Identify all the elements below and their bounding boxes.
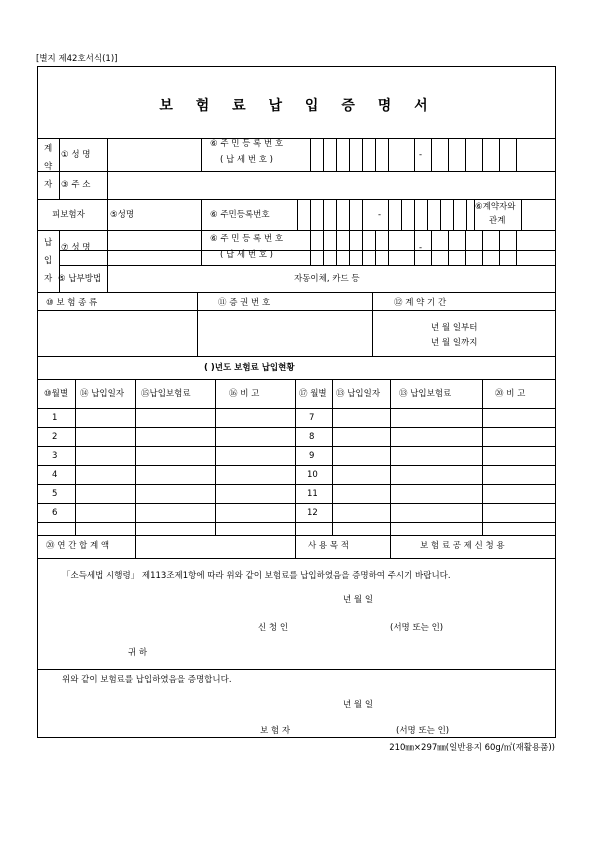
request-text: 「소득세법 시행령」 제113조제1항에 따라 위와 같이 보험료를 납입하였음을 증명하여 주시기 바랍니다. bbox=[62, 571, 451, 581]
payer-rrn-label: ⑥ 주 민 등 록 번 호 bbox=[210, 234, 284, 244]
col-premium-left: ⑮납입보험료 bbox=[141, 389, 191, 399]
col-remarks-right: ⑳ 비 고 bbox=[495, 389, 526, 399]
applicant-label: 신 청 인 bbox=[258, 623, 289, 633]
contract-period-header: ⑫ 계 약 기 간 bbox=[394, 298, 447, 308]
certify-text: 위와 같이 보험료를 납입하였음을 증명합니다. bbox=[62, 675, 232, 685]
month-cell: 1 bbox=[52, 413, 58, 423]
month-cell: 10 bbox=[307, 470, 318, 480]
insured-name-label: ⑤성명 bbox=[110, 210, 135, 220]
paper-spec-footer: 210㎜×297㎜(일반용지 60g/㎡(재활용품)) bbox=[389, 743, 555, 753]
purpose-value: 보 험 료 공 제 신 청 용 bbox=[420, 541, 505, 551]
relation-label-2: 관계 bbox=[489, 216, 506, 226]
payment-method-value: 자동이체, 카드 등 bbox=[294, 274, 360, 284]
payer-name-label: ⑦ 성 명 bbox=[61, 243, 91, 253]
insured-label: 피보험자 bbox=[52, 210, 85, 220]
insurer-label: 보 험 자 bbox=[260, 726, 291, 736]
period-to: 년 월 일까지 bbox=[431, 338, 478, 348]
month-cell: 2 bbox=[52, 432, 58, 442]
contractor-taxno-label: ( 납 세 번 호 ) bbox=[220, 155, 273, 165]
contractor-rrn-label: ⑥ 주 민 등 록 번 호 bbox=[210, 139, 284, 149]
contractor-side-label-3: 자 bbox=[44, 180, 53, 190]
month-cell: 3 bbox=[52, 451, 58, 461]
certify-date: 년 월 일 bbox=[343, 700, 374, 710]
col-month-right: ⑰ 월별 bbox=[299, 389, 327, 399]
document-title: 보 험 료 납 입 증 명 서 bbox=[159, 98, 437, 114]
payer-taxno-label: ( 납 세 번 호 ) bbox=[220, 250, 273, 260]
certificate-form bbox=[37, 66, 556, 738]
month-cell: 6 bbox=[52, 508, 58, 518]
contractor-side-label-1: 계 bbox=[44, 144, 53, 154]
contractor-rrn-dash: - bbox=[419, 150, 423, 160]
request-date: 년 월 일 bbox=[343, 595, 374, 605]
month-cell: 12 bbox=[307, 508, 318, 518]
payer-rrn-dash: - bbox=[419, 243, 423, 253]
col-premium-right: ⑬ 납입보험료 bbox=[399, 389, 452, 399]
month-cell: 9 bbox=[309, 451, 315, 461]
form-number-label: [별지 제42호서식(1)] bbox=[36, 54, 118, 64]
insurance-type-header: ⑩ 보 험 종 류 bbox=[46, 298, 98, 308]
payment-status-title: ( )년도 보험료 납입현황 bbox=[204, 363, 295, 373]
payer-side-label-3: 자 bbox=[44, 274, 53, 284]
month-cell: 4 bbox=[52, 470, 58, 480]
insurer-sign-label: (서명 또는 인) bbox=[396, 726, 450, 736]
month-cell: 7 bbox=[309, 413, 315, 423]
col-remarks-left: ⑯ 비 고 bbox=[229, 389, 260, 399]
col-date-left: ⑭ 납입일자 bbox=[80, 389, 125, 399]
purpose-label: 사 용 목 적 bbox=[308, 541, 349, 551]
month-cell: 5 bbox=[52, 489, 58, 499]
contractor-side-label-2: 약 bbox=[44, 162, 53, 172]
col-date-right: ⑬ 납입일자 bbox=[336, 389, 381, 399]
month-cell: 8 bbox=[309, 432, 315, 442]
annual-total-label: ⑳ 연 간 합 계 액 bbox=[46, 541, 110, 551]
contractor-address-label: ③ 주 소 bbox=[61, 180, 91, 190]
payer-side-label-1: 납 bbox=[44, 238, 53, 248]
insured-rrn-dash: - bbox=[378, 210, 382, 220]
payment-method-label: ⑤ 납부방법 bbox=[58, 274, 102, 284]
relation-label-1: ⑥계약자와 bbox=[475, 202, 516, 212]
recipient-label: 귀 하 bbox=[128, 648, 148, 658]
month-cell: 11 bbox=[307, 489, 318, 499]
contractor-name-label: ① 성 명 bbox=[61, 150, 91, 160]
period-from: 년 월 일부터 bbox=[431, 323, 478, 333]
applicant-sign-label: (서명 또는 인) bbox=[390, 623, 444, 633]
insured-rrn-label: ⑥ 주민등록번호 bbox=[210, 210, 270, 220]
policy-number-header: ⑪ 증 권 번 호 bbox=[218, 298, 271, 308]
payer-side-label-2: 입 bbox=[44, 256, 53, 266]
col-month-left: ⑩월별 bbox=[44, 389, 69, 399]
